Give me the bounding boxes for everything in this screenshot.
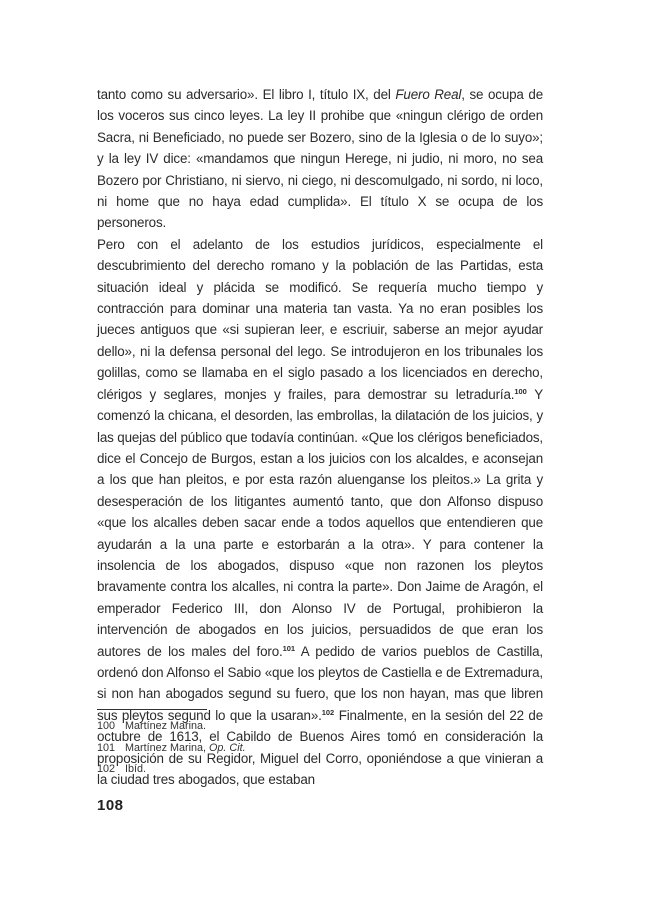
paragraph-2-text-b: Y comenzó la chicana, el desorden, las embrollas, la dilatación de los juicios, y las quejas del público que todavía continúan. «Que los clérigos beneficiados, dice el Concejo de Burgos, estan a los juicios con los alcaldes, e aconsejan a los que han pleitos, e por esta razón aluenganse los pleitos.» La grita y desesperación de los litigantes aumentó tanto, que don Alfonso dispuso «que los alcalles deben sacar ende a todos aquellos que entendieren que ayudarán a la una parte e estorbarán a la otra». Y para contener la insolencia de los abogados, dispuso «que non razonen los pleytos bravamente contra los alcalles, ni contra la parte». Don Jaime de Aragón, el emperador Federico III, don Alonso IV de Portugal, prohibieron la intervención de abogados en los juicios, persuadidos de que eran los autores de los males del foro. <box>97 386 543 659</box>
footnote-ref-102[interactable]: 102 <box>321 707 335 717</box>
paragraph-2-text-a: Pero con el adelanto de los estudios jurídicos, especialmente el descubrimiento del derecho romano y la población de las Partidas, esta situación ideal y plácida se modificó. Se requería mucho tiempo y contracción para dominar una materia tan vasta. Ya no eran posibles los jueces antiguos que «si supieran leer, e escriuir, saberse an mejor ayudar dello», ni la defensa personal del lego. Se introdujeron en los tribunales los golillas, como se llamaba en el siglo pasado a los licenciados en derecho, clérigos y seglares, monjes y frailes, para demostrar su letraduría. <box>97 236 543 402</box>
footnote-ref-100[interactable]: 100 <box>514 386 527 396</box>
footnote-100 <box>97 716 543 738</box>
footnote-divider <box>97 709 207 710</box>
fuero-real-title: Fuero Real <box>395 87 462 102</box>
footnote-number: 100 <box>97 720 116 732</box>
page-number: 108 <box>97 797 124 814</box>
footnote-citation: Op. Cit. <box>209 741 246 754</box>
footnote-text: Ibíd. <box>125 763 147 775</box>
footnote-text: Martínez Marina. <box>125 720 207 732</box>
paragraph-1 <box>97 84 543 234</box>
paragraph-1-text-a: tanto como su adversario». El libro I, título IX, del <box>97 87 396 102</box>
paragraph-2-text-d: Finalmente, en la sesión del 22 de octubre de 1613, el Cabildo de Buenos Aires tomó en consideración la proposición de su Regidor, Miguel del Corro, oponiéndose a que vinieran a la ciudad tres abogados, que estaban <box>97 707 543 787</box>
body-text <box>97 84 543 790</box>
footnotes <box>97 716 543 781</box>
footnote-ref-101[interactable]: 101 <box>282 643 296 653</box>
footnote-102 <box>97 759 543 781</box>
footnote-101 <box>97 738 543 760</box>
paragraph-2-text-c: A pedido de varios pueblos de Castilla, ordenó don Alfonso el Sabio «que los pleytos de Castiella e de Extremadura, si non han abogados segund su fuero, que los non hayan, mas que libren sus pleytos segund lo que la usaran». <box>97 643 543 723</box>
footnote-number: 102 <box>97 763 116 775</box>
paragraph-1-text-b: , se ocupa de los voceros sus cinco leyes. La ley II prohibe que «ningun clérigo de orden Sacra, ni Beneficiado, no puede ser Bozero, sino de la Iglesia o de lo suyo»; y la ley IV dice: «mandamos que ningun Herege, ni judio, ni moro, no sea Bozero por Christiano, ni siervo, ni ciego, ni descomulgado, ni sordo, ni loco, ni home que no haya edad cumplida». El título X se ocupa de los personeros. <box>97 87 543 231</box>
paragraph-2 <box>97 234 543 791</box>
footnote-text: Martínez Marina, <box>125 741 210 754</box>
footnote-number: 101 <box>97 741 116 754</box>
